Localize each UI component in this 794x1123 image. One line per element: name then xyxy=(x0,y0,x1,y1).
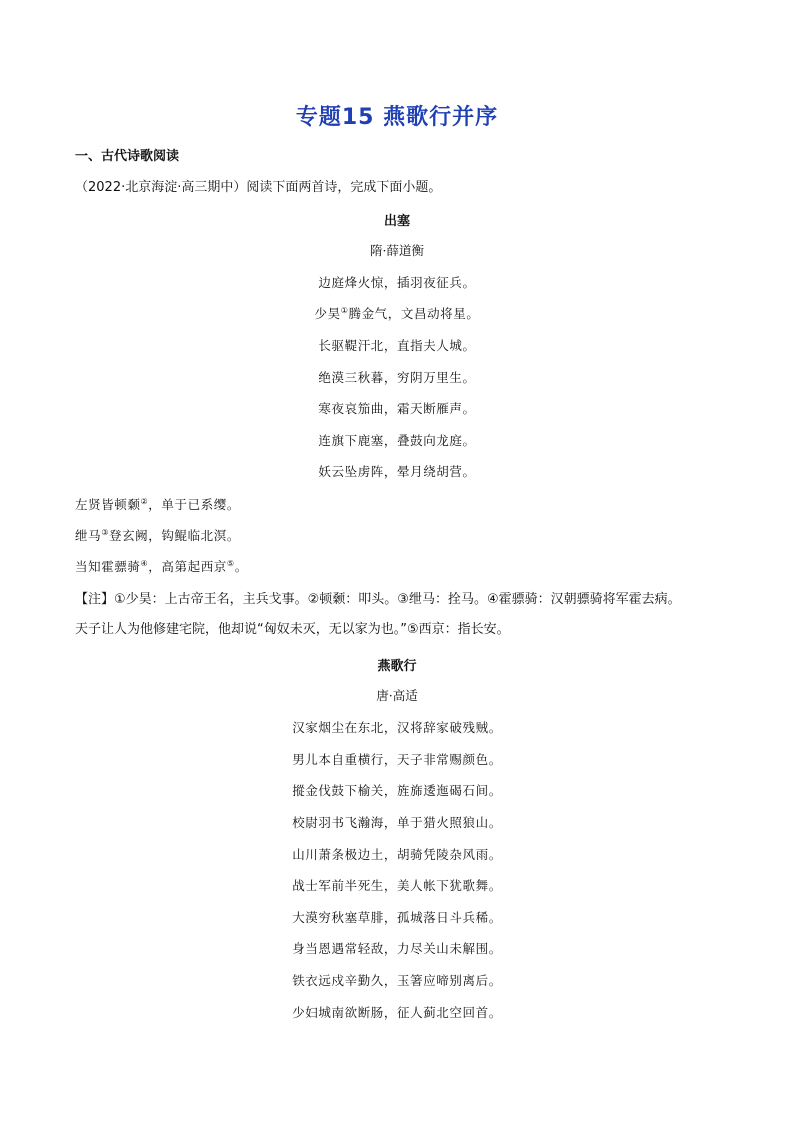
poem1-line: 少昊①腾金气，文昌动将星。 xyxy=(314,305,480,321)
section-heading: 一、古代诗歌阅读 xyxy=(75,149,180,164)
footnote-marker: ④ xyxy=(140,558,149,568)
poem2-author: 唐·高适 xyxy=(376,688,418,703)
question-intro: （2022·北京海淀·高三期中）阅读下面两首诗，完成下面小题。 xyxy=(75,180,442,195)
poem2-line: 身当恩遇常轻敌，力尽关山未解围。 xyxy=(292,941,502,956)
poem1-line-left: 左贤皆顿颡②，单于已系缨。 xyxy=(75,496,240,512)
poem1-line-left: 当知霍骠骑④，高第起西京⑤。 xyxy=(75,558,248,574)
poem1-line: 寒夜哀笳曲，霜天断雁声。 xyxy=(318,401,476,416)
footnote-line: 天子让人为他修建宅院，他却说“匈奴未灭，无以家为也。”⑤西京：指长安。 xyxy=(75,622,510,637)
footnote-marker: ① xyxy=(340,305,349,315)
poem2-line: 摐金伐鼓下榆关，旌旆逶迤碣石间。 xyxy=(292,783,502,798)
poem1-line-left: 绁马③登玄阙，钩鲲临北溟。 xyxy=(75,527,240,543)
poem1-title: 出塞 xyxy=(383,214,410,229)
footnote-marker: ② xyxy=(140,496,149,506)
poem1-line: 妖云坠虏阵，晕月绕胡营。 xyxy=(318,464,476,479)
footnote-marker: ⑤ xyxy=(226,558,235,568)
poem1-author: 隋·薛道衡 xyxy=(370,243,424,258)
footnote-marker: ③ xyxy=(101,527,109,537)
poem2-line: 山川萧条极边土，胡骑凭陵杂风雨。 xyxy=(292,847,502,862)
poem2-line: 男儿本自重横行，天子非常赐颜色。 xyxy=(292,752,502,767)
poem2-line: 校尉羽书飞瀚海，单于猎火照狼山。 xyxy=(292,815,502,830)
poem1-line: 边庭烽火惊，插羽夜征兵。 xyxy=(318,275,476,290)
poem1-line: 长驱鞮汗北，直指夫人城。 xyxy=(318,338,476,353)
poem1-line: 绝漠三秋暮，穷阴万里生。 xyxy=(318,370,476,385)
poem2-title: 燕歌行 xyxy=(377,659,417,674)
poem2-line: 汉家烟尘在东北，汉将辞家破残贼。 xyxy=(292,720,502,735)
footnote-block xyxy=(75,585,735,645)
footnote-line: 【注】①少昊：上古帝王名，主兵戈事。②顿颡：叩头。③绁马：拴马。④霍骠骑：汉朝骠骑将军霍去病。 xyxy=(75,592,681,607)
poem2-line: 大漠穷秋塞草腓，孤城落日斗兵稀。 xyxy=(292,910,502,925)
page-title: 专题15 燕歌行并序 xyxy=(295,105,499,130)
poem1-line: 连旗下鹿塞，叠鼓向龙庭。 xyxy=(318,433,476,448)
poem2-line: 少妇城南欲断肠，征人蓟北空回首。 xyxy=(292,1005,502,1020)
poem2-line: 铁衣远戍辛勤久，玉箸应啼别离后。 xyxy=(292,973,502,988)
poem2-line: 战士军前半死生，美人帐下犹歌舞。 xyxy=(292,878,502,893)
